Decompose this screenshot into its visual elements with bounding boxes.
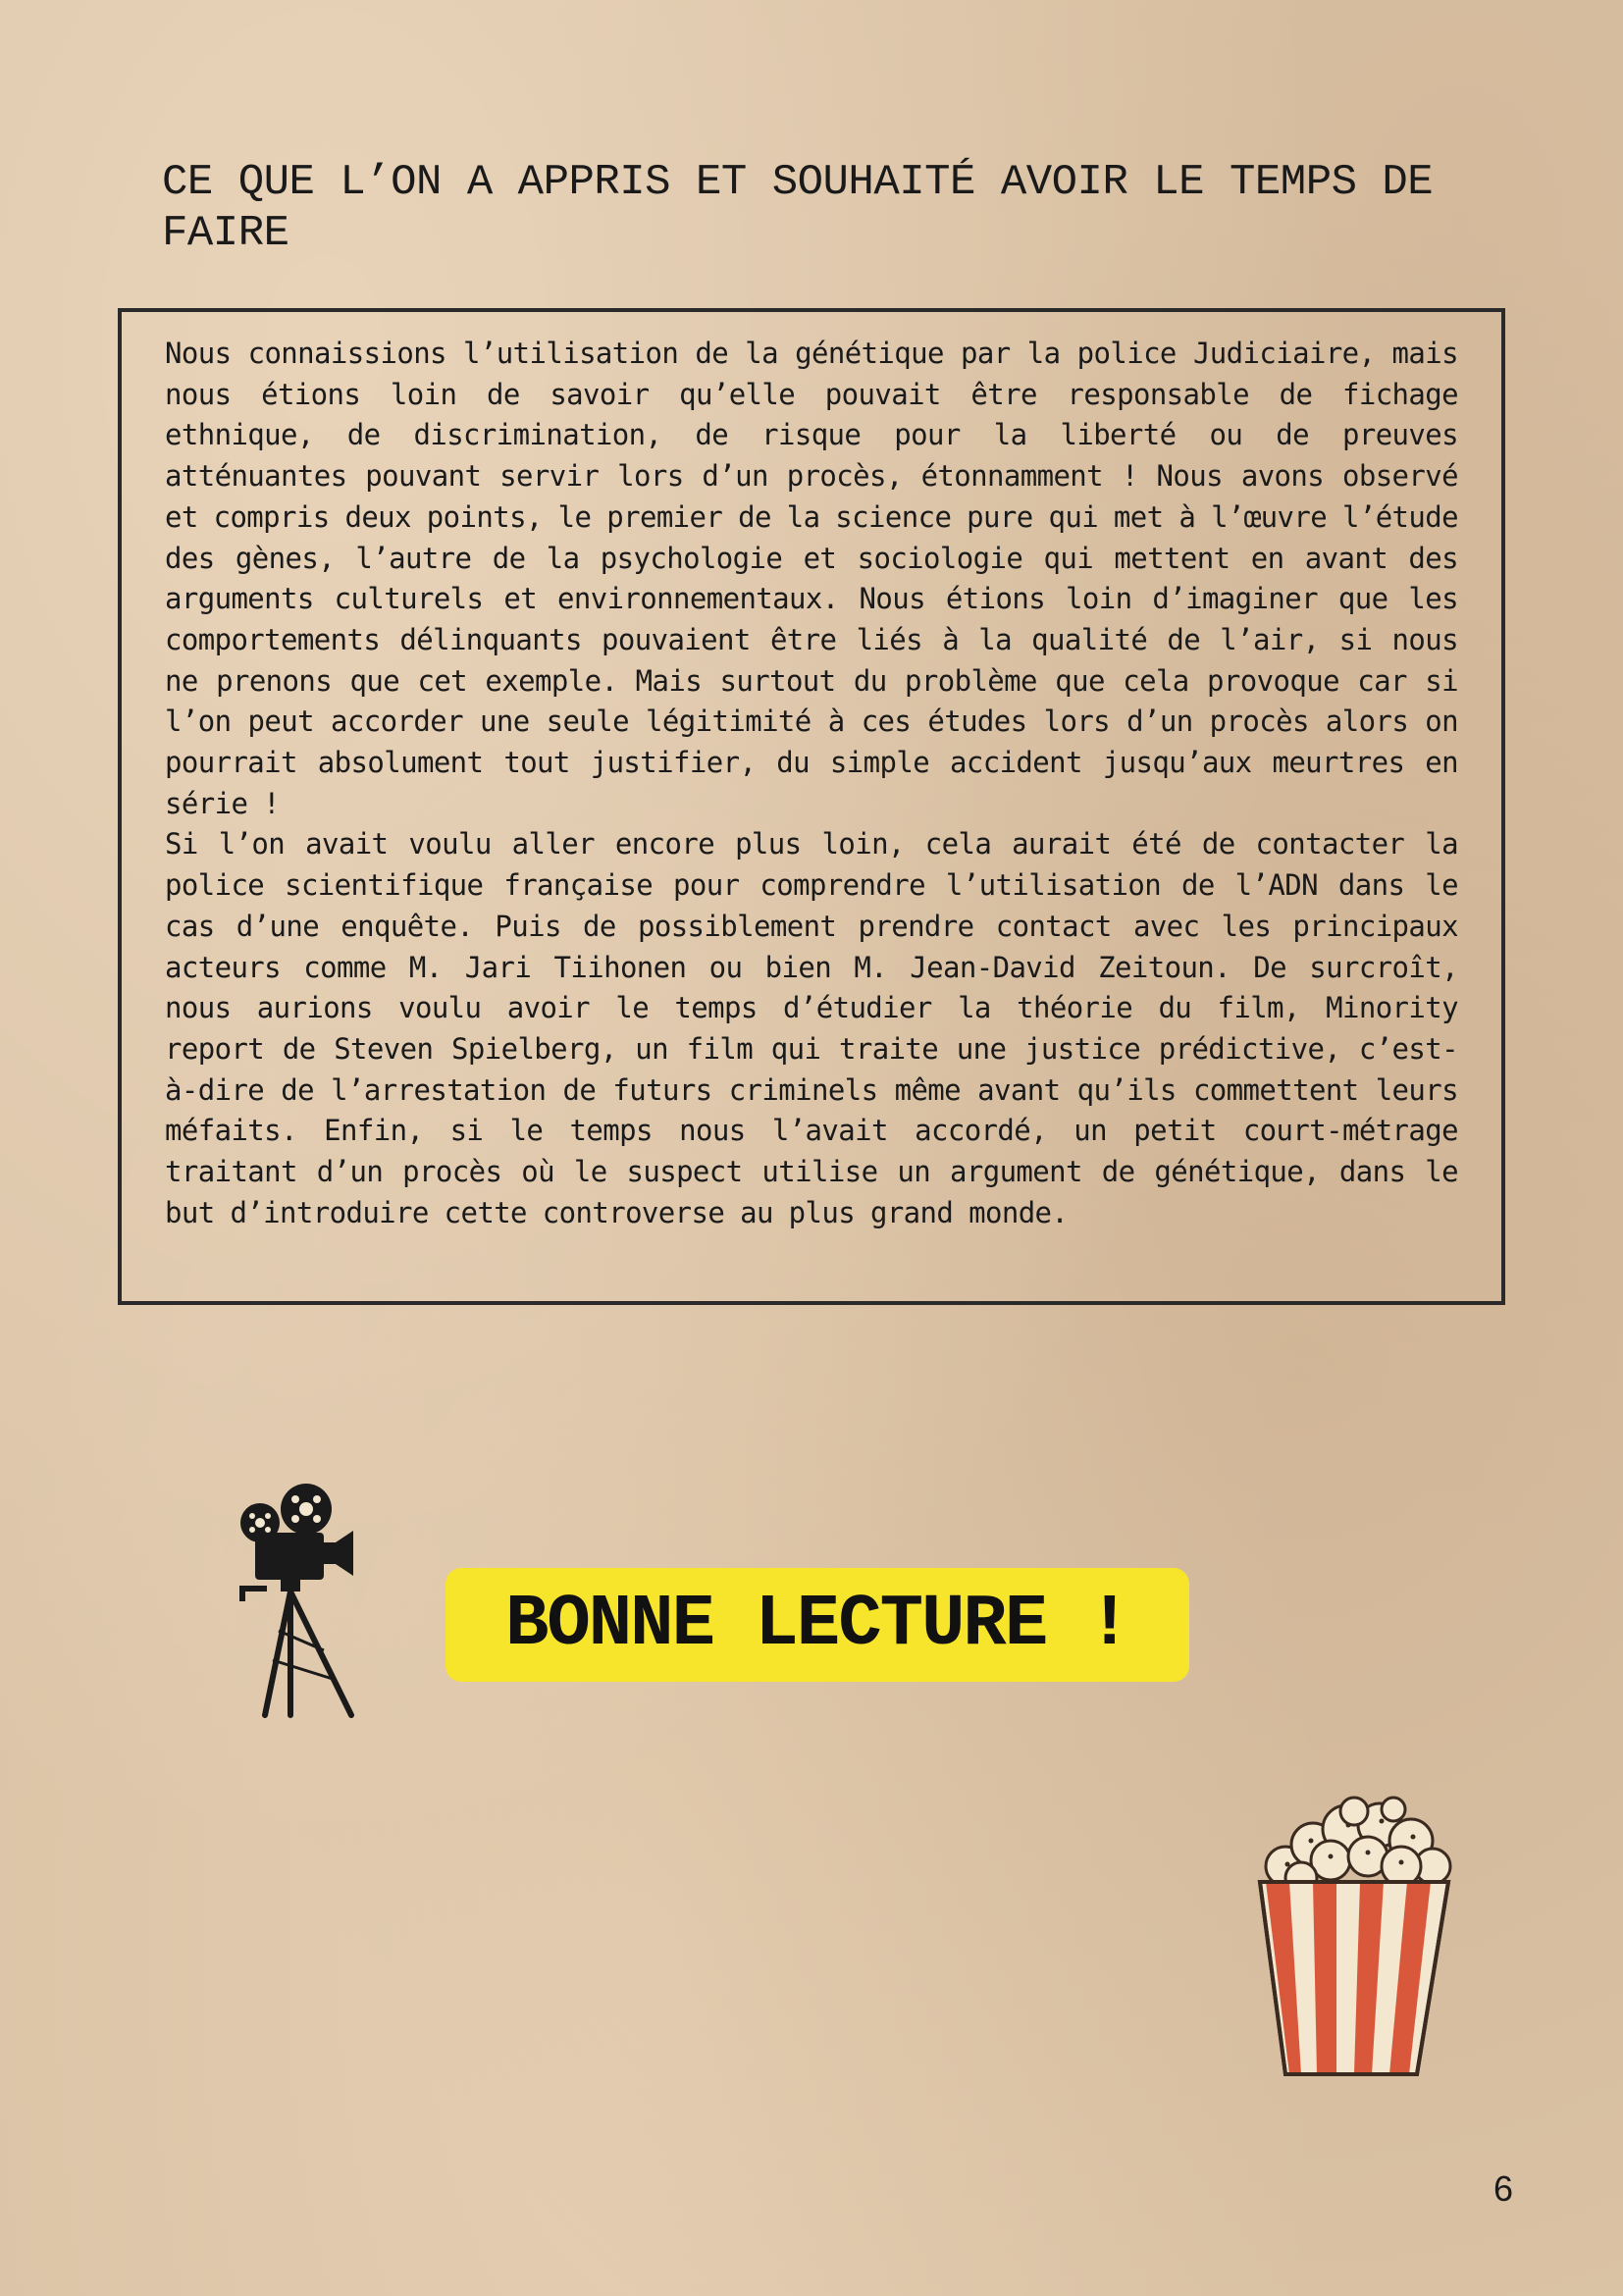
paragraph-learned: Nous connaissions l’utilisation de la génétique par la police Judiciaire, mais nous étions loin de savoir qu’elle pouvait être responsable de fichage ethnique, de discrimination, de risque pour la liberté ou de preuves atténuantes pouvant servir lors d’un procès, étonnamment ! Nous avons observé et compris deux points, le premier de la science pure qui met à l’œuvre l’étude des gènes, l’autre de la psychologie et sociologie qui mettent en avant des arguments culturels et environnementaux. Nous étions loin d’imaginer que les comportements délinquants pouvaient être liés à la qualité de l’air, si nous ne prenons que cet exemple. Mais surtout du problème que cela provoque car si l’on peut accorder une seule légitimité à ces études lors d’un procès alors on pourrait absolument tout justifier, du simple accident jusqu’aux meurtres en série ! [165,337,1458,820]
banner-text: BONNE LECTURE ! [504,1584,1130,1666]
page-number: 6 [1492,2168,1514,2209]
paragraph-wished: Si l’on avait voulu aller encore plus loin, cela aurait été de contacter la police scientifique française pour comprendre l’utilisation de l’ADN dans le cas d’une enquête. Puis de possiblement prendre contact avec les principaux acteurs comme M. Jari Tiihonen ou bien M. Jean-David Zeitoun. De surcroît, nous aurions voulu avoir le temps d’étudier la théorie du film, Minority report de Steven Spielberg, un film qui traite une justice prédictive, c’est-à-dire de l’arrestation de futurs criminels même avant qu’ils commettent leurs méfaits. Enfin, si le temps nous l’avait accordé, un petit court-métrage traitant d’un procès où le suspect utilise un argument de génétique, dans le but d’introduire cette controverse au plus grand monde. [165,827,1458,1229]
film-camera-icon [234,1484,361,1719]
page-title: CE QUE L’ON A APPRIS ET SOUHAITÉ AVOIR LE TEMPS DE FAIRE [162,158,1434,258]
bonne-lecture-banner [445,1568,1189,1682]
popcorn-icon [1252,1796,1452,2080]
text-box [118,308,1505,1305]
